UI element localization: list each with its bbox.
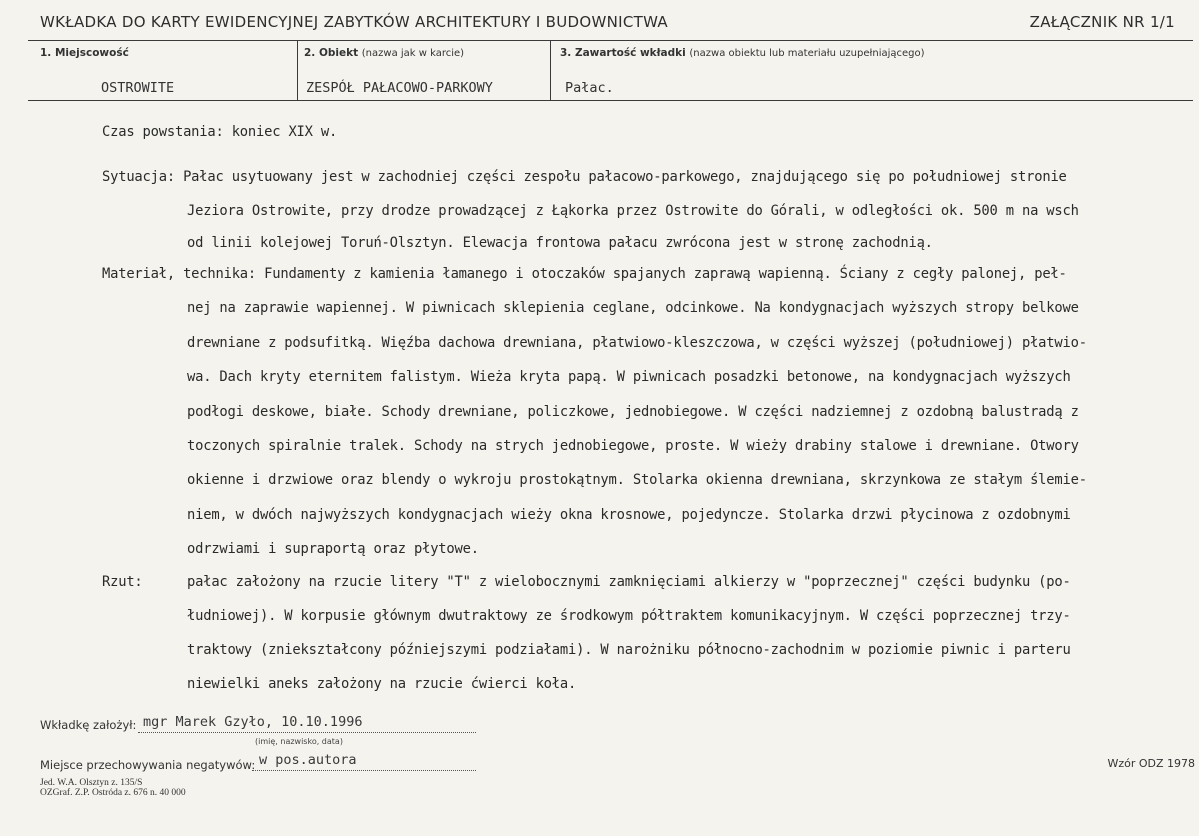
print-line-2: OZGraf. Z.P. Ostróda z. 676 n. 40 000 — [40, 788, 186, 798]
storage-value: w pos.autora — [259, 752, 357, 768]
czas-powstania: Czas powstania: koniec XIX w. — [102, 124, 338, 140]
material-line: toczonych spiralnie tralek. Schody na strych jednobiegowe, proste. W wieży drabiny stalowe i drewniane. Otwory — [187, 438, 1079, 454]
field-divider-2 — [550, 40, 551, 100]
material-line: okienne i drzwiowe oraz blendy o wykroju prostokątnym. Stolarka okienna drewniana, skrzynkowa ze stałym ślemie- — [187, 472, 1087, 488]
fields-rule — [28, 100, 1193, 101]
card-title: WKŁADKA DO KARTY EWIDENCYJNEJ ZABYTKÓW ARCHITEKTURY I BUDOWNICTWA — [40, 13, 668, 31]
rzut-line: łudniowej). W korpusie głównym dwutraktowy ze środkowym półtraktem komunikacyjnym. W części poprzecznej trzy- — [187, 608, 1071, 624]
field-object-label: 2. Obiekt (nazwa jak w karcie) — [304, 47, 465, 59]
material-line: podłogi deskowe, białe. Schody drewniane, policzkowe, jednobiegowe. W części nadziemnej z ozdobną balustradą z — [187, 404, 1079, 420]
field-divider-1 — [297, 40, 298, 100]
field-content-label: 3. Zawartość wkładki (nazwa obiektu lub materiału uzupełniającego) — [560, 47, 925, 59]
field-content-value: Pałac. — [565, 80, 614, 96]
material-line: drewniane z podsufitką. Więźba dachowa drewniana, płatwiowo-kleszczowa, w części wyższej (południowej) płatwio- — [187, 335, 1087, 351]
rzut-line: pałac założony na rzucie litery "T" z wielobocznymi zamknięciami alkierzy w "poprzecznej" części budynku (po- — [187, 574, 1071, 590]
storage-label: Miejsce przechowywania negatywów: — [40, 758, 256, 772]
rzut-label: Rzut: — [102, 574, 143, 590]
print-line-1: Jed. W.A. Olsztyn z. 135/S — [40, 778, 143, 788]
header-rule — [28, 40, 1193, 41]
sytuacja-line: Sytuacja: Pałac usytuowany jest w zachodniej części zespołu pałacowo-parkowego, znajdującego się po południowej stronie — [102, 169, 1067, 185]
storage-dotline — [252, 770, 476, 771]
material-line: wa. Dach kryty eternitem falistym. Wieża kryta papą. W piwnicach posadzki betonowe, na kondygnacjach wyższych — [187, 369, 1071, 385]
field-object-value: ZESPÓŁ PAŁACOWO-PARKOWY — [306, 80, 493, 96]
material-line: Materiał, technika: Fundamenty z kamienia łamanego i otoczaków spajanych zaprawą wapienną. Ściany z cegły palonej, peł- — [102, 266, 1067, 282]
sytuacja-line: Jeziora Ostrowite, przy drodze prowadzącej z Łąkorka przez Ostrowite do Górali, w odległości ok. 500 m na wsch — [187, 203, 1079, 219]
sytuacja-line: od linii kolejowej Toruń-Olsztyn. Elewacja frontowa pałacu zwrócona jest w stronę zachodnią. — [187, 235, 933, 251]
material-line: odrzwiami i supraportą oraz płytowe. — [187, 541, 479, 557]
field-locality-label: 1. Miejscowość — [40, 47, 129, 59]
founded-hint: (imię, nazwisko, data) — [255, 737, 343, 746]
rzut-line: traktowy (zniekształcony późniejszymi podziałami). W narożniku północno-zachodnim w poziomie piwnic i parteru — [187, 642, 1071, 658]
material-line: niem, w dwóch najwyższych kondygnacjach wieży okna krosnowe, pojedyncze. Stolarka drzwi płycinowa z ozdobnymi — [187, 507, 1071, 523]
field-locality-value: OSTROWITE — [101, 80, 175, 96]
attachment-number: ZAŁĄCZNIK NR 1/1 — [1029, 13, 1175, 31]
founded-dotline — [138, 732, 476, 733]
founded-label: Wkładkę założył: — [40, 718, 137, 732]
rzut-line: niewielki aneks założony na rzucie ćwierci koła. — [187, 676, 577, 692]
founded-value: mgr Marek Gzyło, 10.10.1996 — [143, 714, 363, 730]
material-line: nej na zaprawie wapiennej. W piwnicach sklepienia ceglane, odcinkowe. Na kondygnacjach wyższych stropy belkowe — [187, 300, 1079, 316]
form-code: Wzór ODZ 1978 — [1107, 757, 1195, 770]
